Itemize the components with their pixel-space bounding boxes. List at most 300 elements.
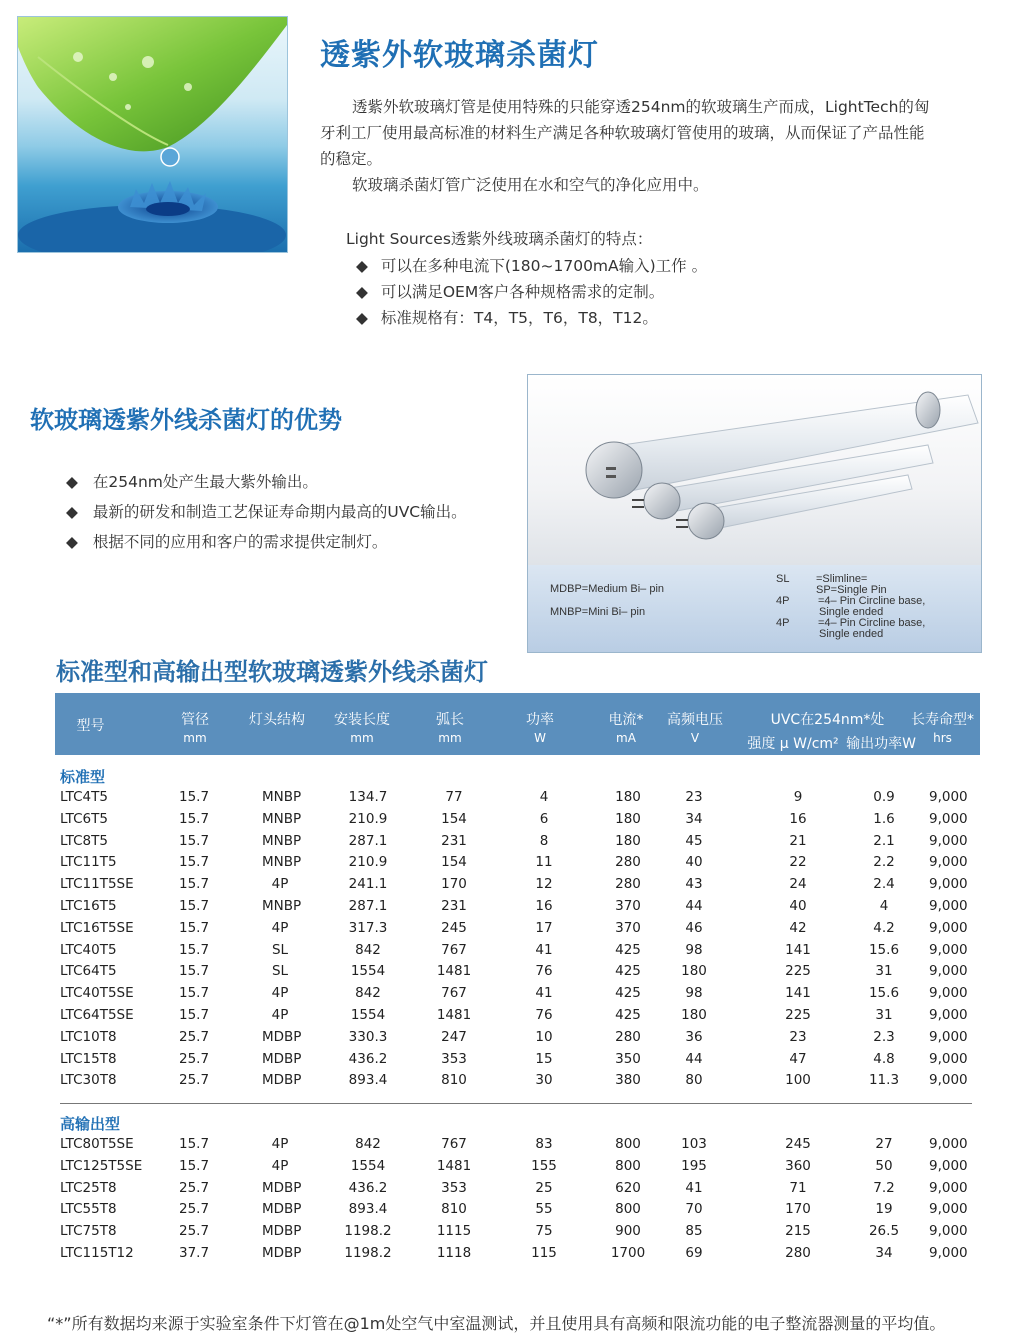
cell-current: 425 [615, 1007, 641, 1023]
cell-arc: 247 [441, 1028, 467, 1045]
section-standard-label: 标准型 [60, 768, 106, 786]
cell-base: MDBP [262, 1179, 302, 1196]
cell-life: 9,000 [929, 1050, 968, 1067]
cell-arc: 170 [441, 876, 467, 893]
cell-uvc-output: 31 [875, 963, 893, 980]
cell-current: 280 [615, 876, 641, 893]
cell-length: 241.1 [348, 876, 388, 893]
table-header [55, 693, 980, 755]
diamond-bullet-icon: ◆ [66, 503, 78, 521]
lamp-photo-panel [527, 374, 982, 653]
cell-arc: 767 [441, 941, 467, 958]
cell-model: LTC30T8 [60, 1072, 117, 1089]
cell-base: 4P [271, 919, 289, 936]
cell-voltage: 70 [685, 1201, 703, 1218]
cell-uvc-intensity: 100 [785, 1072, 811, 1089]
cell-model: LTC10T8 [60, 1028, 117, 1045]
cell-power: 75 [535, 1223, 553, 1240]
cell-diameter: 15.7 [179, 941, 210, 958]
header-arc-unit: mm [438, 731, 462, 745]
cell-length: 1198.2 [344, 1245, 392, 1261]
cell-uvc-intensity: 9 [793, 789, 803, 805]
diamond-bullet-icon: ◆ [356, 257, 368, 275]
table-row [0, 920, 1032, 942]
table-row [0, 1029, 1032, 1051]
cell-length: 893.4 [348, 1201, 388, 1218]
legend-mnbp: MNBP=Mini Bi– pin [550, 606, 646, 618]
cell-power: 25 [535, 1179, 553, 1196]
cell-uvc-output: 19 [875, 1201, 893, 1218]
cell-length: 134.7 [348, 789, 388, 805]
cell-model: LTC75T8 [60, 1223, 117, 1240]
cell-power: 30 [535, 1072, 553, 1089]
header-voltage-unit: V [690, 731, 700, 745]
cell-voltage: 36 [685, 1028, 703, 1045]
cell-current: 180 [615, 832, 641, 849]
page-title: 透紫外软玻璃杀菌灯 [320, 38, 599, 73]
feature-item: ◆ 可以满足OEM客户各种规格需求的定制。 [356, 283, 665, 301]
cell-current: 280 [615, 1028, 641, 1045]
legend-4p-key: 4P [776, 595, 790, 607]
intro-paragraph-1-line-3: 的稳定。 [320, 150, 383, 168]
legend-4p-value: =4– Pin Circline base, [818, 595, 926, 607]
cell-arc: 245 [441, 919, 467, 936]
cell-power: 55 [535, 1201, 553, 1218]
cell-arc: 1481 [436, 1007, 472, 1023]
cell-voltage: 195 [681, 1157, 707, 1174]
cell-uvc-output: 26.5 [868, 1223, 900, 1240]
table-row [0, 876, 1032, 898]
cell-arc: 231 [441, 898, 467, 914]
cell-diameter: 15.7 [179, 810, 210, 827]
cell-length: 1554 [350, 1157, 386, 1174]
cell-diameter: 25.7 [179, 1223, 210, 1240]
cell-life: 9,000 [929, 985, 968, 1002]
cell-base: MNBP [262, 832, 302, 849]
cell-uvc-output: 34 [875, 1245, 893, 1261]
cell-life: 9,000 [929, 963, 968, 980]
cell-voltage: 80 [685, 1072, 703, 1089]
cell-diameter: 25.7 [179, 1201, 210, 1218]
cell-base: MDBP [262, 1028, 302, 1045]
cell-voltage: 40 [685, 854, 703, 871]
cell-diameter: 15.7 [179, 963, 210, 980]
cell-voltage: 41 [685, 1179, 703, 1196]
cell-length: 436.2 [348, 1179, 388, 1196]
table-row [0, 1180, 1032, 1202]
cell-model: LTC4T5 [60, 789, 108, 805]
cell-uvc-output: 4.2 [873, 919, 895, 936]
cell-power: 4 [539, 789, 549, 805]
cell-uvc-output: 11.3 [868, 1072, 900, 1089]
cell-uvc-intensity: 23 [789, 1028, 807, 1045]
cell-diameter: 25.7 [179, 1179, 210, 1196]
header-voltage: 高频电压 [667, 712, 723, 728]
cell-current: 370 [615, 919, 641, 936]
cell-diameter: 15.7 [179, 919, 210, 936]
cell-life: 9,000 [929, 898, 968, 914]
cell-uvc-output: 1.6 [873, 810, 895, 827]
cell-uvc-output: 31 [875, 1007, 893, 1023]
cell-voltage: 44 [685, 898, 703, 914]
cell-uvc-output: 7.2 [873, 1179, 895, 1196]
table-row [0, 1201, 1032, 1223]
cell-power: 155 [531, 1157, 557, 1174]
cell-diameter: 25.7 [179, 1072, 210, 1089]
cell-current: 425 [615, 985, 641, 1002]
legend-sp-value: SP=Single Pin [816, 584, 887, 596]
legend-sl-key: SL [776, 573, 790, 585]
cell-uvc-intensity: 47 [789, 1050, 807, 1067]
table-row [0, 1136, 1032, 1158]
cell-life: 9,000 [929, 854, 968, 871]
header-current-unit: mA [616, 731, 636, 745]
cell-length: 436.2 [348, 1050, 388, 1067]
uv-lamp-tubes-illustration [528, 375, 981, 565]
legend-4p-value-2: Single ended [819, 628, 884, 640]
cell-length: 317.3 [348, 919, 388, 936]
legend-4p-key: 4P [776, 617, 790, 629]
cell-uvc-intensity: 280 [785, 1245, 811, 1261]
cell-power: 15 [535, 1050, 553, 1067]
cell-diameter: 15.7 [179, 898, 210, 914]
cell-life: 9,000 [929, 1201, 968, 1218]
cell-length: 842 [355, 941, 381, 958]
table-row [0, 854, 1032, 876]
table-row [0, 1245, 1032, 1267]
header-diameter: 管径 [181, 712, 209, 728]
table-row [0, 833, 1032, 855]
cell-model: LTC40T5SE [60, 985, 134, 1002]
cell-uvc-intensity: 245 [785, 1136, 811, 1152]
cell-uvc-output: 27 [875, 1136, 893, 1152]
cell-arc: 77 [445, 789, 463, 805]
cell-arc: 1481 [436, 963, 472, 980]
cell-power: 10 [535, 1028, 553, 1045]
hero-image [17, 16, 288, 253]
cell-diameter: 15.7 [179, 985, 210, 1002]
cell-base: SL [271, 963, 289, 980]
cell-length: 1198.2 [344, 1223, 392, 1240]
cell-voltage: 69 [685, 1245, 703, 1261]
cell-voltage: 45 [685, 832, 703, 849]
cell-base: MNBP [262, 789, 302, 805]
cell-uvc-intensity: 16 [789, 810, 807, 827]
cell-length: 1554 [350, 963, 386, 980]
cell-base: MNBP [262, 898, 302, 914]
cell-diameter: 37.7 [179, 1245, 210, 1261]
cell-base: SL [271, 941, 289, 958]
cell-current: 280 [615, 854, 641, 871]
diamond-bullet-icon: ◆ [66, 533, 78, 551]
cell-voltage: 180 [681, 1007, 707, 1023]
table-row [0, 789, 1032, 811]
legend-4p-value-2: Single ended [819, 606, 884, 618]
cell-arc: 353 [441, 1179, 467, 1196]
cell-uvc-output: 15.6 [868, 941, 900, 958]
legend-mdbp: MDBP=Medium Bi– pin [550, 583, 665, 595]
cell-diameter: 25.7 [179, 1028, 210, 1045]
advantage-item: ◆ 根据不同的应用和客户的需求提供定制灯。 [66, 533, 388, 551]
cell-uvc-output: 4.8 [873, 1050, 895, 1067]
cell-uvc-output: 2.4 [873, 876, 895, 893]
cell-arc: 1118 [436, 1245, 472, 1261]
cell-length: 210.9 [348, 854, 388, 871]
cell-model: LTC64T5 [60, 963, 117, 980]
base-type-legend [528, 565, 981, 652]
advantages-title: 软玻璃透紫外线杀菌灯的优势 [30, 406, 342, 434]
cell-voltage: 23 [685, 789, 703, 805]
cell-current: 800 [615, 1157, 641, 1174]
cell-base: MDBP [262, 1050, 302, 1067]
cell-diameter: 15.7 [179, 854, 210, 871]
legend-sl-value: =Slimline= [816, 573, 868, 585]
cell-base: MDBP [262, 1072, 302, 1089]
cell-uvc-output: 2.3 [873, 1028, 895, 1045]
header-current: 电流* [608, 712, 644, 728]
cell-current: 425 [615, 963, 641, 980]
cell-length: 1554 [350, 1007, 386, 1023]
intro-paragraph-2: 软玻璃杀菌灯管广泛使用在水和空气的净化应用中。 [352, 176, 709, 194]
cell-diameter: 15.7 [179, 876, 210, 893]
header-uvc-intensity: 强度 μ W/cm² [747, 736, 839, 752]
legend-4p-value: =4– Pin Circline base, [818, 617, 926, 629]
cell-uvc-output: 15.6 [868, 985, 900, 1002]
cell-base: 4P [271, 876, 289, 893]
diamond-bullet-icon: ◆ [66, 473, 78, 491]
cell-life: 9,000 [929, 1072, 968, 1089]
cell-current: 350 [615, 1050, 641, 1067]
cell-length: 842 [355, 1136, 381, 1152]
cell-life: 9,000 [929, 1223, 968, 1240]
cell-uvc-intensity: 141 [785, 941, 811, 958]
cell-current: 425 [615, 941, 641, 958]
cell-model: LTC15T8 [60, 1050, 117, 1067]
cell-current: 900 [615, 1223, 641, 1240]
cell-voltage: 85 [685, 1223, 703, 1240]
cell-length: 893.4 [348, 1072, 388, 1089]
cell-model: LTC80T5SE [60, 1136, 134, 1152]
cell-base: 4P [271, 985, 289, 1002]
cell-base: 4P [271, 1007, 289, 1023]
cell-voltage: 46 [685, 919, 703, 936]
cell-current: 380 [615, 1072, 641, 1089]
cell-arc: 810 [441, 1072, 467, 1089]
header-uvc: UVC在254nm*处 [770, 712, 885, 728]
cell-current: 180 [615, 789, 641, 805]
cell-power: 11 [535, 854, 553, 871]
table-row [0, 898, 1032, 920]
cell-length: 842 [355, 985, 381, 1002]
cell-base: MDBP [262, 1201, 302, 1218]
table-row [0, 942, 1032, 964]
cell-life: 9,000 [929, 1245, 968, 1261]
header-model: 型号 [76, 718, 105, 734]
header-base: 灯头结构 [249, 712, 305, 728]
cell-arc: 154 [441, 810, 467, 827]
cell-uvc-intensity: 360 [785, 1157, 811, 1174]
cell-model: LTC25T8 [60, 1179, 117, 1196]
header-diameter-unit: mm [183, 731, 207, 745]
cell-uvc-output: 0.9 [873, 789, 895, 805]
cell-current: 1700 [610, 1245, 646, 1261]
cell-voltage: 180 [681, 963, 707, 980]
cell-arc: 767 [441, 1136, 467, 1152]
cell-life: 9,000 [929, 1028, 968, 1045]
cell-base: MDBP [262, 1245, 302, 1261]
cell-uvc-intensity: 71 [789, 1179, 807, 1196]
cell-current: 620 [615, 1179, 641, 1196]
cell-current: 800 [615, 1136, 641, 1152]
cell-voltage: 34 [685, 810, 703, 827]
cell-base: 4P [271, 1136, 289, 1152]
cell-diameter: 15.7 [179, 832, 210, 849]
table-row [0, 811, 1032, 833]
cell-voltage: 98 [685, 941, 703, 958]
cell-arc: 767 [441, 985, 467, 1002]
header-power-unit: W [534, 731, 546, 745]
cell-arc: 1481 [436, 1157, 472, 1174]
cell-power: 41 [535, 941, 553, 958]
cell-base: MDBP [262, 1223, 302, 1240]
table-row [0, 1158, 1032, 1180]
table-row [0, 985, 1032, 1007]
feature-item: ◆ 可以在多种电流下(180~1700mA输入)工作 。 [356, 257, 708, 275]
cell-uvc-intensity: 40 [789, 898, 807, 914]
cell-power: 8 [539, 832, 549, 849]
cell-arc: 1115 [436, 1223, 472, 1240]
cell-life: 9,000 [929, 1007, 968, 1023]
cell-model: LTC11T5SE [60, 876, 134, 893]
section-divider [60, 1103, 972, 1104]
table-row [0, 1007, 1032, 1029]
cell-voltage: 98 [685, 985, 703, 1002]
intro-paragraph-1-line-1: 透紫外软玻璃灯管是使用特殊的只能穿透254nm的软玻璃生产而成，LightTech的匈 [352, 98, 930, 116]
table-row [0, 1072, 1032, 1094]
cell-diameter: 15.7 [179, 1157, 210, 1174]
cell-length: 287.1 [348, 832, 388, 849]
cell-uvc-intensity: 215 [785, 1223, 811, 1240]
cell-power: 16 [535, 898, 553, 914]
cell-uvc-intensity: 21 [789, 832, 807, 849]
cell-arc: 154 [441, 854, 467, 871]
cell-length: 210.9 [348, 810, 388, 827]
cell-arc: 810 [441, 1201, 467, 1218]
cell-uvc-intensity: 42 [789, 919, 807, 936]
header-life-unit: hrs [933, 731, 952, 745]
cell-diameter: 15.7 [179, 1136, 210, 1152]
cell-life: 9,000 [929, 810, 968, 827]
cell-model: LTC40T5 [60, 941, 117, 958]
cell-uvc-output: 50 [875, 1157, 893, 1174]
feature-item: ◆ 标准规格有：T4，T5，T6，T8，T12。 [356, 309, 658, 327]
cell-arc: 353 [441, 1050, 467, 1067]
cell-base: MNBP [262, 810, 302, 827]
advantage-item: ◆ 最新的研发和制造工艺保证寿命期内最高的UVC输出。 [66, 503, 467, 521]
cell-current: 180 [615, 810, 641, 827]
cell-voltage: 43 [685, 876, 703, 893]
header-arc: 弧长 [436, 712, 464, 728]
cell-model: LTC125T5SE [60, 1157, 143, 1174]
cell-power: 76 [535, 1007, 553, 1023]
header-uvc-output: 输出功率W [846, 736, 916, 752]
cell-life: 9,000 [929, 876, 968, 893]
cell-life: 9,000 [929, 1157, 968, 1174]
header-power: 功率 [526, 712, 554, 728]
cell-uvc-intensity: 22 [789, 854, 807, 871]
advantage-item: ◆ 在254nm处产生最大紫外输出。 [66, 473, 318, 491]
table-title: 标准型和高输出型软玻璃透紫外线杀菌灯 [56, 658, 488, 686]
lamp-photo [528, 375, 981, 565]
cell-diameter: 15.7 [179, 1007, 210, 1023]
cell-model: LTC16T5SE [60, 919, 134, 936]
cell-model: LTC8T5 [60, 832, 108, 849]
cell-voltage: 44 [685, 1050, 703, 1067]
cell-life: 9,000 [929, 789, 968, 805]
cell-length: 330.3 [348, 1028, 388, 1045]
cell-model: LTC115T12 [60, 1245, 134, 1261]
cell-model: LTC55T8 [60, 1201, 117, 1218]
cell-uvc-output: 2.1 [873, 832, 895, 849]
cell-power: 41 [535, 985, 553, 1002]
cell-power: 76 [535, 963, 553, 980]
cell-uvc-intensity: 225 [785, 1007, 811, 1023]
intro-paragraph-1-line-2: 牙利工厂使用最高标准的材料生产满足各种软玻璃灯管使用的玻璃，从而保证了产品性能 [320, 124, 925, 142]
cell-arc: 231 [441, 832, 467, 849]
cell-model: LTC16T5 [60, 898, 117, 914]
cell-life: 9,000 [929, 1136, 968, 1152]
cell-power: 17 [535, 919, 553, 936]
cell-life: 9,000 [929, 919, 968, 936]
cell-model: LTC64T5SE [60, 1007, 134, 1023]
cell-power: 12 [535, 876, 553, 893]
cell-diameter: 15.7 [179, 789, 210, 805]
diamond-bullet-icon: ◆ [356, 283, 368, 301]
header-life: 长寿命型* [911, 712, 974, 728]
cell-diameter: 25.7 [179, 1050, 210, 1067]
cell-base: 4P [271, 1157, 289, 1174]
cell-life: 9,000 [929, 941, 968, 958]
cell-uvc-intensity: 170 [785, 1201, 811, 1218]
cell-current: 370 [615, 898, 641, 914]
diamond-bullet-icon: ◆ [356, 309, 368, 327]
table-row [0, 963, 1032, 985]
cell-uvc-intensity: 24 [789, 876, 807, 893]
header-length-unit: mm [350, 731, 374, 745]
cell-uvc-output: 4 [879, 898, 889, 914]
cell-power: 83 [535, 1136, 553, 1152]
table-row [0, 1223, 1032, 1245]
cell-model: LTC11T5 [60, 854, 117, 871]
cell-length: 287.1 [348, 898, 388, 914]
cell-voltage: 103 [681, 1136, 707, 1152]
cell-life: 9,000 [929, 1179, 968, 1196]
header-length: 安装长度 [334, 712, 390, 728]
cell-power: 6 [539, 810, 549, 827]
cell-current: 800 [615, 1201, 641, 1218]
cell-life: 9,000 [929, 832, 968, 849]
cell-base: MNBP [262, 854, 302, 871]
cell-uvc-output: 2.2 [873, 854, 895, 871]
cell-model: LTC6T5 [60, 810, 108, 827]
leaf-water-illustration [18, 17, 287, 252]
features-title: Light Sources透紫外线玻璃杀菌灯的特点： [346, 230, 653, 248]
cell-uvc-intensity: 141 [785, 985, 811, 1002]
section-high-output-label: 高输出型 [60, 1115, 121, 1133]
table-row [0, 1051, 1032, 1073]
footnote: “*”所有数据均来源于实验室条件下灯管在@1m处空气中室温测试，并且使用具有高频和限流功能的电子整流器测量的平均值。 [47, 1314, 946, 1333]
cell-power: 115 [531, 1245, 557, 1261]
